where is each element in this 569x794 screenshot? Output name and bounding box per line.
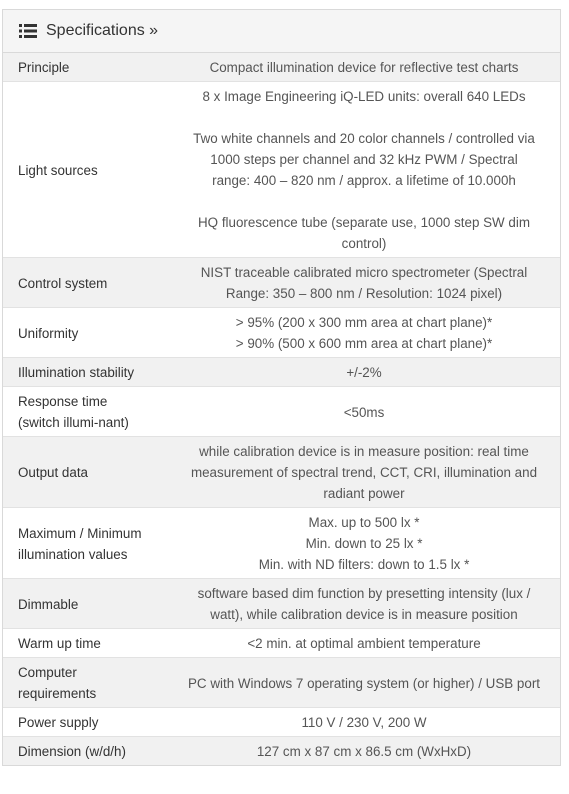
spec-label-line: Output data (18, 465, 88, 480)
spec-label-line: Power supply (18, 715, 99, 730)
spec-value-line: 110 V / 230 V, 200 W (301, 715, 427, 730)
spec-value (168, 629, 560, 658)
spec-value-line: Range: 350 – 800 nm / Resolution: 1024 pixel) (225, 286, 503, 301)
spec-row (3, 629, 560, 658)
spec-label-line: Light sources (18, 162, 98, 178)
spec-value (168, 737, 560, 766)
spec-row (3, 437, 560, 508)
spec-row (3, 658, 560, 708)
specifications-table (3, 53, 560, 765)
spec-value (168, 387, 560, 437)
spec-label (3, 53, 168, 82)
spec-value-line: Two white channels and 20 color channels / controlled via (193, 131, 535, 146)
spec-value-line: <2 min. at optimal ambient temperature (247, 636, 481, 651)
spec-label (3, 82, 168, 258)
spec-row (3, 737, 560, 766)
spec-value-line: 127 cm x 87 cm x 86.5 cm (WxHxD) (256, 744, 472, 759)
spec-value-line: control) (341, 236, 387, 251)
spec-value-gap (188, 107, 540, 128)
spec-label (3, 708, 168, 737)
spec-value-line: NIST traceable calibrated micro spectrometer (Spectral (200, 265, 528, 280)
spec-value-line: radiant power (323, 486, 405, 501)
spec-value-line: software based dim function by presetting intensity (lux / (197, 586, 531, 601)
spec-row (3, 708, 560, 737)
spec-value-line: > 95% (200 x 300 mm area at chart plane)* (235, 315, 493, 330)
spec-label (3, 358, 168, 387)
spec-value (168, 308, 560, 358)
spec-value-line: 1000 steps per channel and 32 kHz PWM / Spectral (210, 152, 518, 167)
spec-label-line: Dimension (w/d/h) (18, 744, 126, 759)
spec-value (168, 708, 560, 737)
spec-row (3, 308, 560, 358)
spec-label-line: Principle (18, 60, 70, 75)
spec-label-line: illumination values (18, 546, 128, 562)
spec-label-line: requirements (18, 686, 97, 701)
spec-label-line: Uniformity (18, 325, 79, 341)
spec-value-gap (188, 191, 540, 212)
spec-value-line: range: 400 – 820 nm / approx. a lifetime of 10.000h (212, 173, 516, 188)
spec-label-line: Maximum / Minimum (18, 525, 142, 541)
spec-row (3, 579, 560, 629)
spec-value-line: HQ fluorescence tube (separate use, 1000 step SW dim (198, 215, 530, 230)
spec-label-line: Illumination stability (18, 365, 135, 380)
spec-label (3, 579, 168, 629)
spec-value (168, 53, 560, 82)
spec-value-line: watt), while calibration device is in measure position (210, 607, 518, 622)
spec-label (3, 508, 168, 579)
spec-value-line: Compact illumination device for reflective test charts (209, 60, 519, 75)
spec-value-line: Max. up to 500 lx * (308, 515, 420, 530)
spec-value (168, 579, 560, 629)
spec-value-line: +/-2% (346, 365, 382, 380)
spec-value-line: 8 x Image Engineering iQ-LED units: overall 640 LEDs (202, 89, 526, 104)
spec-label-line: Control system (18, 275, 108, 291)
spec-label-line: Computer (18, 665, 77, 680)
spec-label (3, 658, 168, 708)
spec-value (168, 508, 560, 579)
spec-value (168, 82, 560, 258)
spec-row (3, 258, 560, 308)
spec-label-line: Response time (18, 394, 108, 409)
spec-value-line: Min. down to 25 lx * (305, 536, 423, 551)
panel-title: Specifications » (46, 22, 159, 39)
spec-row (3, 82, 560, 258)
spec-row (3, 358, 560, 387)
spec-row (3, 508, 560, 579)
spec-value-line: PC with Windows 7 operating system (or higher) / USB port (188, 675, 541, 691)
spec-value (168, 658, 560, 708)
specifications-header[interactable] (3, 10, 560, 53)
spec-label (3, 308, 168, 358)
spec-label-line: Warm up time (18, 636, 101, 651)
spec-value (168, 437, 560, 508)
spec-value (168, 258, 560, 308)
spec-label (3, 629, 168, 658)
spec-value-line: > 90% (500 x 600 mm area at chart plane)* (235, 336, 493, 351)
specifications-panel (2, 9, 561, 766)
spec-row (3, 387, 560, 437)
spec-label-line: (switch illumi-nant) (18, 415, 129, 430)
spec-value-line: Min. with ND filters: down to 1.5 lx * (258, 557, 470, 572)
spec-label-line: Dimmable (18, 596, 79, 612)
spec-label (3, 387, 168, 437)
spec-value (168, 358, 560, 387)
spec-row (3, 53, 560, 82)
spec-label (3, 258, 168, 308)
list-icon (19, 24, 37, 38)
spec-value-line: measurement of spectral trend, CCT, CRI, illumination and (190, 465, 538, 480)
spec-value-line: while calibration device is in measure position: real time (199, 444, 529, 459)
spec-label (3, 737, 168, 766)
spec-label (3, 437, 168, 508)
spec-value-line: <50ms (343, 404, 385, 420)
